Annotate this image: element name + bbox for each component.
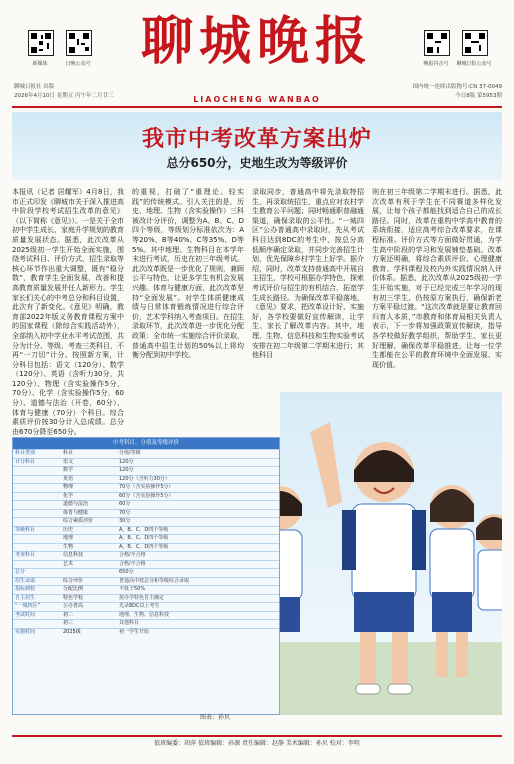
table-cell: 普通高中按总分和等级综合录取 — [119, 577, 190, 584]
qr-label: 聊城日报公众号 — [456, 61, 492, 67]
qr-code-icon[interactable] — [462, 30, 488, 56]
table-cell — [13, 467, 61, 475]
table-cell: 初三 — [63, 620, 74, 626]
table-cell: 生物 — [63, 543, 74, 550]
subheadline: 总分650分，史地生改为等级评价 — [166, 156, 348, 170]
table-cell: 合格/不合格 — [119, 560, 146, 567]
table-row — [13, 628, 279, 637]
table-cell: 初一学生开始 — [119, 628, 150, 635]
table-row — [13, 509, 279, 518]
pinyin-title: LIAOCHENG WANBAO — [193, 95, 321, 104]
student-figure — [476, 514, 502, 610]
table-cell: 综合评价 — [63, 577, 84, 584]
table-cell: 自主招生 — [15, 594, 36, 601]
table-row — [13, 500, 279, 509]
table-cell — [13, 620, 61, 628]
issue-code: 国内统一连续出版物号:CN 37-0049 — [412, 84, 502, 90]
qr-code-icon[interactable] — [424, 30, 450, 56]
table-row — [13, 594, 279, 603]
table-cell — [13, 544, 61, 552]
table-cell: 综合素质评价 — [63, 518, 94, 524]
table-cell: 2025级 — [63, 628, 81, 635]
exam-table — [12, 437, 280, 715]
table-cell: 先录8DC以上考生 — [119, 603, 160, 609]
table-cell: 其他科目 — [119, 620, 140, 626]
table-cell: A、B、C、D四个等级 — [119, 543, 169, 550]
qr-code-icon[interactable] — [66, 30, 92, 56]
table-row — [13, 560, 279, 569]
table-cell: 考试时间 — [15, 611, 36, 618]
article-column-1: 本报讯（记者 居耀军）4月8日，我市正式印发《聊城市关于深入推进高中阶段学校考试招生改革的意见》（以下简称《意见》）。一是关于全市初中学生成长、家庭升学规划的教育质量发展状态。据悉，此次改革从2025级初一学生开始全面实施，围绕考试科目、评价方式、招生录取等核心环节作出重大调整，既有“稳分数”，教育学生全面发展，改善和提高教育质量发展并任人新形力。学生家长们关心的中考总分和科目设置，此次有了新变化。《意见》明确，教育部2022年版义务教育课程方案中的国家课程（除综合实践活动外），全部纳入初中学业水平考试范围，共分为计分、等级、考查三类科目，不再“一刀切”计分。按照新方案，计分科目包括：语文（120分）、数学（120分）、英语（含听力30分，共120分）、物理（含实验操作5分，70分）、化学（含实验操作5分，60分）、道德与法治（开卷，60分）、体育与健康（70分）个科目。综合素质评价按30分计入总成绩。总分由670分降至650分。 — [12, 188, 124, 436]
table-cell — [13, 501, 61, 509]
table-cell: 初二 — [63, 611, 74, 618]
table-body — [13, 449, 279, 636]
table-cell: 特色学校 — [63, 594, 84, 601]
table-row — [13, 577, 279, 586]
table-row — [13, 483, 279, 492]
table-cell: 60分 — [119, 501, 131, 507]
qr-label: 晚报抖音号 — [423, 61, 449, 67]
table-cell: 考查科目 — [15, 552, 36, 558]
table-cell: 指标到校 — [15, 586, 36, 592]
article-column-4: 则在初三年级第二学期末进行。据悉，此次改革有利于学生在不同赛道多样化发展，让每个孩子都能找到适合自己的成长路径。同时，改革在重构中学高中教育的系统衔接，适应高考综合改革要求，在课程标准、评价方式等方面做好贯通，为学生高中阶段的学习和发展铺垫基础。改革方案还明确，将综合素质评价、心理健康教育、学科课程及校内外实践情况纳入评价体系。据悉，此次改革从2025级初一学生开始实施，对于已经完成三年学习的现有初三学生，仍按原方案执行，确保新老方案平稳过渡。“这次改革就是要让教育回归育人本质，”市教育和体育局相关负责人表示，下一步将加强政策宣传解读，指导各学校做好教学组织，帮助学生、家长更好理解，确保改革平稳推进，让每一位学生都能在公平的教育环境中全面发展、实现价值。 — [372, 188, 502, 369]
table-cell: 合格/不合格 — [119, 552, 146, 558]
table-cell: 数学 — [63, 467, 74, 473]
table-cell: A、B、C、D四个等级 — [119, 526, 169, 533]
table-cell — [13, 561, 61, 569]
table-row — [13, 526, 279, 535]
article-column-2: 的重视，打破了“重理论、轻实践”的传统模式。引人关注的是，历史、地理、生物（含实验操作）三科被改计分评价，调整为A、B、C、D四个等级，等级划分标准依次为：A等20%、B等40%、C等35%、D等5%。其中地理、生物科目在本学年末进行考试，历史在初三年级考试。此次改革既是一步优化了规则，兼顾公平与特色，让更多学生有机会发展兴趣。体育与健康方面，此次改革坚持“全面发展”。对学生体质健康成绩与日常体育锻炼情况进行综合评价，艺术学科纳入考查项目。在招生录取环节，此次改革进一步优化分配政策：全市统一实施综合评价录取，普通高中招生计划的50%以上将均衡分配到初中学校。 — [132, 188, 244, 360]
table-row — [13, 585, 279, 594]
table-cell: 化学 — [63, 492, 74, 499]
article-column-3: 录取同步，普通高中将先录取特招生，再录取统招生，重点应对农村学生教育公平问题；同时畅通职普融通渠道，确保录取的公平性。“一城四区”公办普通高中录取时，先从考试科目达到8DC的考生中，按总分高低顺序确定录取，并同步完善招生计划，优先保障乡村学生上好学。据介绍，同时，改革支持普通高中开展自主招生，学校可根据办学特色，探索考试评价与招生的有机结合，拓宽学生成长路径。为确保改革平稳落地，《意见》要求，把改革设计好、实施好，各学校要做好宣传解读，让学生、家长了解改革内容。其中，地理、生物、信息科技和生物实验考试安排在初二年级第二学期末进行；其他科目 — [252, 188, 364, 360]
table-cell: 计分科目 — [15, 458, 36, 465]
table-cell: 分值/等级 — [119, 450, 141, 456]
table-cell: 120分 — [119, 458, 134, 465]
table-cell: 招生录取 — [15, 577, 36, 584]
table-cell: 信息科技 — [63, 552, 84, 558]
masthead — [0, 0, 514, 86]
table-cell: 英语 — [63, 475, 74, 482]
table-cell: 120分 — [119, 467, 134, 473]
table-header: 中考科目、分值及等级评价 — [13, 438, 279, 449]
page-count: 今日8版 第5953期 — [455, 93, 502, 99]
table-row — [13, 534, 279, 543]
table-cell: 30分 — [119, 518, 131, 524]
table-row — [13, 449, 279, 458]
table-cell: 650分 — [119, 569, 134, 575]
table-cell: 科目 — [63, 450, 74, 456]
table-cell: 120分（含听力30分） — [119, 475, 170, 482]
table-cell: 语文 — [63, 458, 74, 465]
table-row — [13, 475, 279, 484]
table-cell: 体育与健康 — [63, 509, 89, 516]
table-cell: 按办学特色自主确定 — [119, 594, 165, 601]
table-cell: 70分 — [119, 509, 131, 516]
editor-credits: 值班编委：胡萍 值班编辑：孙源 责任编辑：赵静 美术编辑：孙贝 校对：李明 — [12, 735, 502, 749]
table-cell: 等级科目 — [15, 526, 36, 533]
table-cell — [13, 493, 61, 501]
date-line: 2026年4月10日 星期五 丙午年二月廿三 — [14, 93, 114, 99]
qr-label: 新媒体 — [32, 61, 48, 67]
table-cell: 实施时间 — [15, 628, 36, 635]
table-cell — [13, 484, 61, 492]
table-row — [13, 543, 279, 552]
publisher: 聊城日报社 出版 — [14, 84, 55, 90]
divider — [12, 106, 502, 108]
table-cell: 艺术 — [63, 560, 74, 567]
table-cell: 历史 — [63, 526, 74, 533]
table-row — [13, 602, 279, 611]
table-row — [13, 466, 279, 475]
headline-band — [12, 112, 502, 180]
headline: 我市中考改革方案出炉 — [141, 126, 372, 152]
table-row — [13, 492, 279, 501]
table-row — [13, 458, 279, 467]
students-illustration — [280, 392, 502, 715]
student-figure — [280, 486, 302, 632]
table-row — [13, 611, 279, 620]
table-cell: 道德与法治 — [63, 501, 89, 507]
table-cell — [13, 535, 61, 543]
qr-code-icon[interactable] — [28, 30, 54, 56]
qr-label: 日晚公众号 — [65, 61, 91, 67]
table-row — [13, 517, 279, 526]
table-cell: “一城四区” — [15, 603, 41, 609]
table-cell — [13, 510, 61, 518]
table-cell: A、B、C、D四个等级 — [119, 535, 169, 541]
table-cell: 地理、生物、信息科技 — [119, 611, 170, 618]
table-row — [13, 619, 279, 628]
table-cell: 60分（含实验操作5分） — [119, 492, 174, 499]
table-cell: 70分（含实验操作5分） — [119, 484, 174, 490]
table-row — [13, 551, 279, 560]
table-cell: 分配比例 — [63, 586, 84, 592]
table-cell — [61, 569, 117, 577]
table-cell — [13, 476, 61, 484]
table-row — [13, 568, 279, 577]
table-cell — [13, 518, 61, 526]
table-cell: 不低于50% — [119, 586, 146, 592]
table-cell: 物理 — [63, 484, 74, 490]
table-cell: 总分 — [15, 569, 26, 575]
table-cell: 科目类别 — [15, 450, 36, 456]
newspaper-title: 聊城晚报 — [140, 11, 373, 72]
table-cell: 公办普高 — [63, 603, 84, 609]
illustration-credit: 图表：孙贝 — [200, 714, 231, 721]
table-cell: 地理 — [63, 535, 74, 541]
